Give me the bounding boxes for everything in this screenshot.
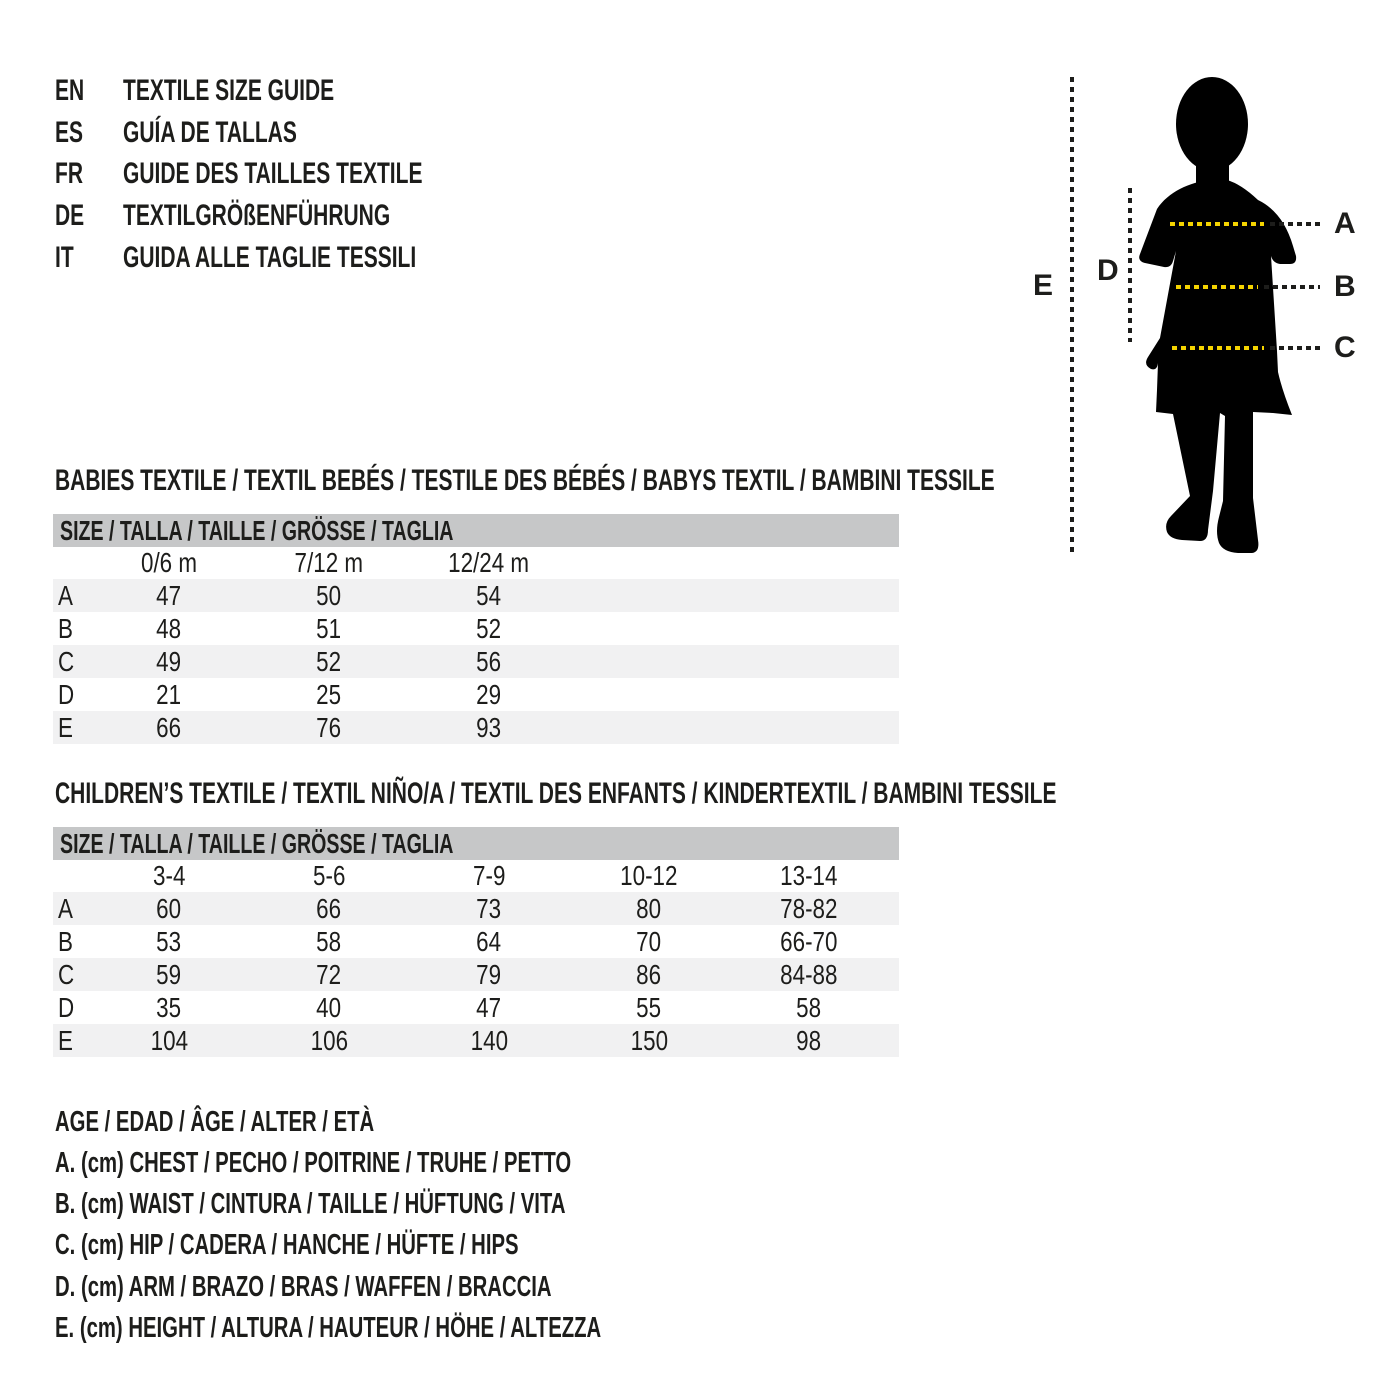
babies-column-header-row [53, 547, 899, 579]
chest-leader-line-A [1270, 222, 1322, 226]
table-cell: 64 [476, 925, 502, 957]
lang-row-en [55, 76, 425, 106]
waist-leader-line-B [1264, 285, 1320, 289]
row-label: E [58, 1024, 73, 1056]
column-header: 7-9 [472, 860, 506, 891]
table-cell: 80 [636, 892, 662, 924]
legend-line-height: E. (cm) HEIGHT / ALTURA / HAUTEUR / HÖHE / ALTEZZA [55, 1312, 602, 1344]
table-cell: 66 [316, 892, 342, 924]
measure-label-B: B [1334, 270, 1356, 303]
table-row [53, 925, 899, 958]
lang-title: GUÍA DE TALLAS [123, 116, 297, 149]
table-cell: 58 [796, 991, 822, 1023]
table-cell: 84-88 [780, 958, 838, 990]
table-cell: 55 [636, 991, 662, 1023]
legend-line-chest: A. (cm) CHEST / PECHO / POITRINE / TRUHE / PETTO [55, 1147, 572, 1179]
babies-section-title: BABIES TEXTILE / TEXTIL BEBÉS / TESTILE DES BÉBÉS / BABYS TEXTIL / BAMBINI TESSILE [55, 464, 995, 497]
table-row [53, 958, 899, 991]
size-header-text: SIZE / TALLA / TAILLE / GRÖSSE / TAGLIA [60, 827, 454, 859]
size-header-text: SIZE / TALLA / TAILLE / GRÖSSE / TAGLIA [60, 514, 454, 546]
row-label: C [58, 958, 75, 990]
children-size-header-bar [53, 827, 899, 860]
table-cell: 54 [476, 579, 502, 611]
lang-code: DE [55, 199, 85, 232]
table-cell: 56 [476, 645, 502, 677]
children-size-table [53, 827, 899, 1057]
table-cell: 98 [796, 1024, 822, 1056]
lang-code: IT [55, 241, 74, 274]
column-header: 5-6 [312, 860, 346, 891]
lang-title: TEXTILGRÖßENFÜHRUNG [123, 199, 391, 232]
table-cell: 73 [476, 892, 502, 924]
table-row [53, 1024, 899, 1057]
lang-title: GUIDA ALLE TAGLIE TESSILI [123, 241, 417, 274]
column-header: 10-12 [620, 860, 678, 891]
table-row [53, 991, 899, 1024]
column-header: 13-14 [780, 860, 838, 891]
table-cell: 76 [316, 711, 342, 743]
table-cell: 59 [156, 958, 182, 990]
table-cell: 51 [316, 612, 342, 644]
table-cell: 106 [310, 1024, 348, 1056]
table-cell: 66-70 [780, 925, 838, 957]
column-header: 0/6 m [140, 547, 198, 578]
children-section-title: CHILDREN’S TEXTILE / TEXTIL NIÑO/A / TEXTIL DES ENFANTS / KINDERTEXTIL / BAMBINI TESSILE [55, 777, 1057, 810]
legend-line-hip: C. (cm) HIP / CADERA / HANCHE / HÜFTE / HIPS [55, 1229, 519, 1261]
table-cell: 50 [316, 579, 342, 611]
row-label: A [58, 579, 73, 611]
lang-code: EN [55, 74, 85, 107]
table-cell: 79 [476, 958, 502, 990]
table-cell: 49 [156, 645, 182, 677]
table-cell: 60 [156, 892, 182, 924]
babies-size-header-bar [53, 514, 899, 547]
lang-row-fr [55, 159, 551, 189]
lang-code: ES [55, 116, 84, 149]
table-cell: 58 [316, 925, 342, 957]
table-cell: 70 [636, 925, 662, 957]
table-cell: 25 [316, 678, 342, 710]
legend-line-age: AGE / EDAD / ÂGE / ALTER / ETÀ [55, 1106, 375, 1138]
babies-size-table [53, 514, 899, 744]
lang-row-it [55, 243, 542, 273]
table-row [53, 711, 899, 744]
table-cell: 47 [156, 579, 182, 611]
table-row [53, 579, 899, 612]
table-row [53, 678, 899, 711]
table-cell: 52 [476, 612, 502, 644]
table-row [53, 892, 899, 925]
row-label: D [58, 991, 75, 1023]
table-cell: 47 [476, 991, 502, 1023]
table-cell: 48 [156, 612, 182, 644]
measure-label-D: D [1097, 254, 1119, 287]
table-cell: 29 [476, 678, 502, 710]
table-cell: 93 [476, 711, 502, 743]
lang-row-de [55, 201, 505, 231]
waist-measure-line-B [1176, 285, 1258, 289]
table-cell: 21 [156, 678, 182, 710]
table-cell: 40 [316, 991, 342, 1023]
row-label: A [58, 892, 73, 924]
table-cell: 104 [150, 1024, 188, 1056]
table-row [53, 612, 899, 645]
table-cell: 150 [630, 1024, 668, 1056]
table-cell: 35 [156, 991, 182, 1023]
hip-leader-line-C [1270, 346, 1322, 350]
table-cell: 140 [470, 1024, 508, 1056]
table-row [53, 645, 899, 678]
table-cell: 52 [316, 645, 342, 677]
silhouette-body [1139, 180, 1296, 553]
table-cell: 86 [636, 958, 662, 990]
lang-title: TEXTILE SIZE GUIDE [123, 74, 335, 107]
legend-line-arm: D. (cm) ARM / BRAZO / BRAS / WAFFEN / BRACCIA [55, 1271, 552, 1303]
row-label: B [58, 612, 73, 644]
lang-title: GUIDE DES TAILLES TEXTILE [123, 157, 423, 190]
children-column-header-row [53, 860, 899, 892]
column-header: 7/12 m [294, 547, 364, 578]
table-cell: 72 [316, 958, 342, 990]
measure-label-E: E [1033, 269, 1054, 302]
child-silhouette [1020, 60, 1400, 580]
measure-label-C: C [1334, 331, 1356, 364]
column-header: 3-4 [152, 860, 186, 891]
arm-measure-line-D [1128, 188, 1132, 342]
column-header: 12/24 m [448, 547, 530, 578]
table-cell: 53 [156, 925, 182, 957]
legend-line-waist: B. (cm) WAIST / CINTURA / TAILLE / HÜFTUNG / VITA [55, 1188, 566, 1220]
hip-measure-line-C [1172, 346, 1264, 350]
table-cell: 78-82 [780, 892, 838, 924]
table-cell: 66 [156, 711, 182, 743]
chest-measure-line-A [1170, 222, 1264, 226]
row-label: E [58, 711, 73, 743]
lang-row-es [55, 118, 371, 148]
row-label: B [58, 925, 73, 957]
lang-code: FR [55, 157, 83, 190]
row-label: D [58, 678, 75, 710]
row-label: C [58, 645, 75, 677]
measure-label-A: A [1334, 207, 1356, 240]
